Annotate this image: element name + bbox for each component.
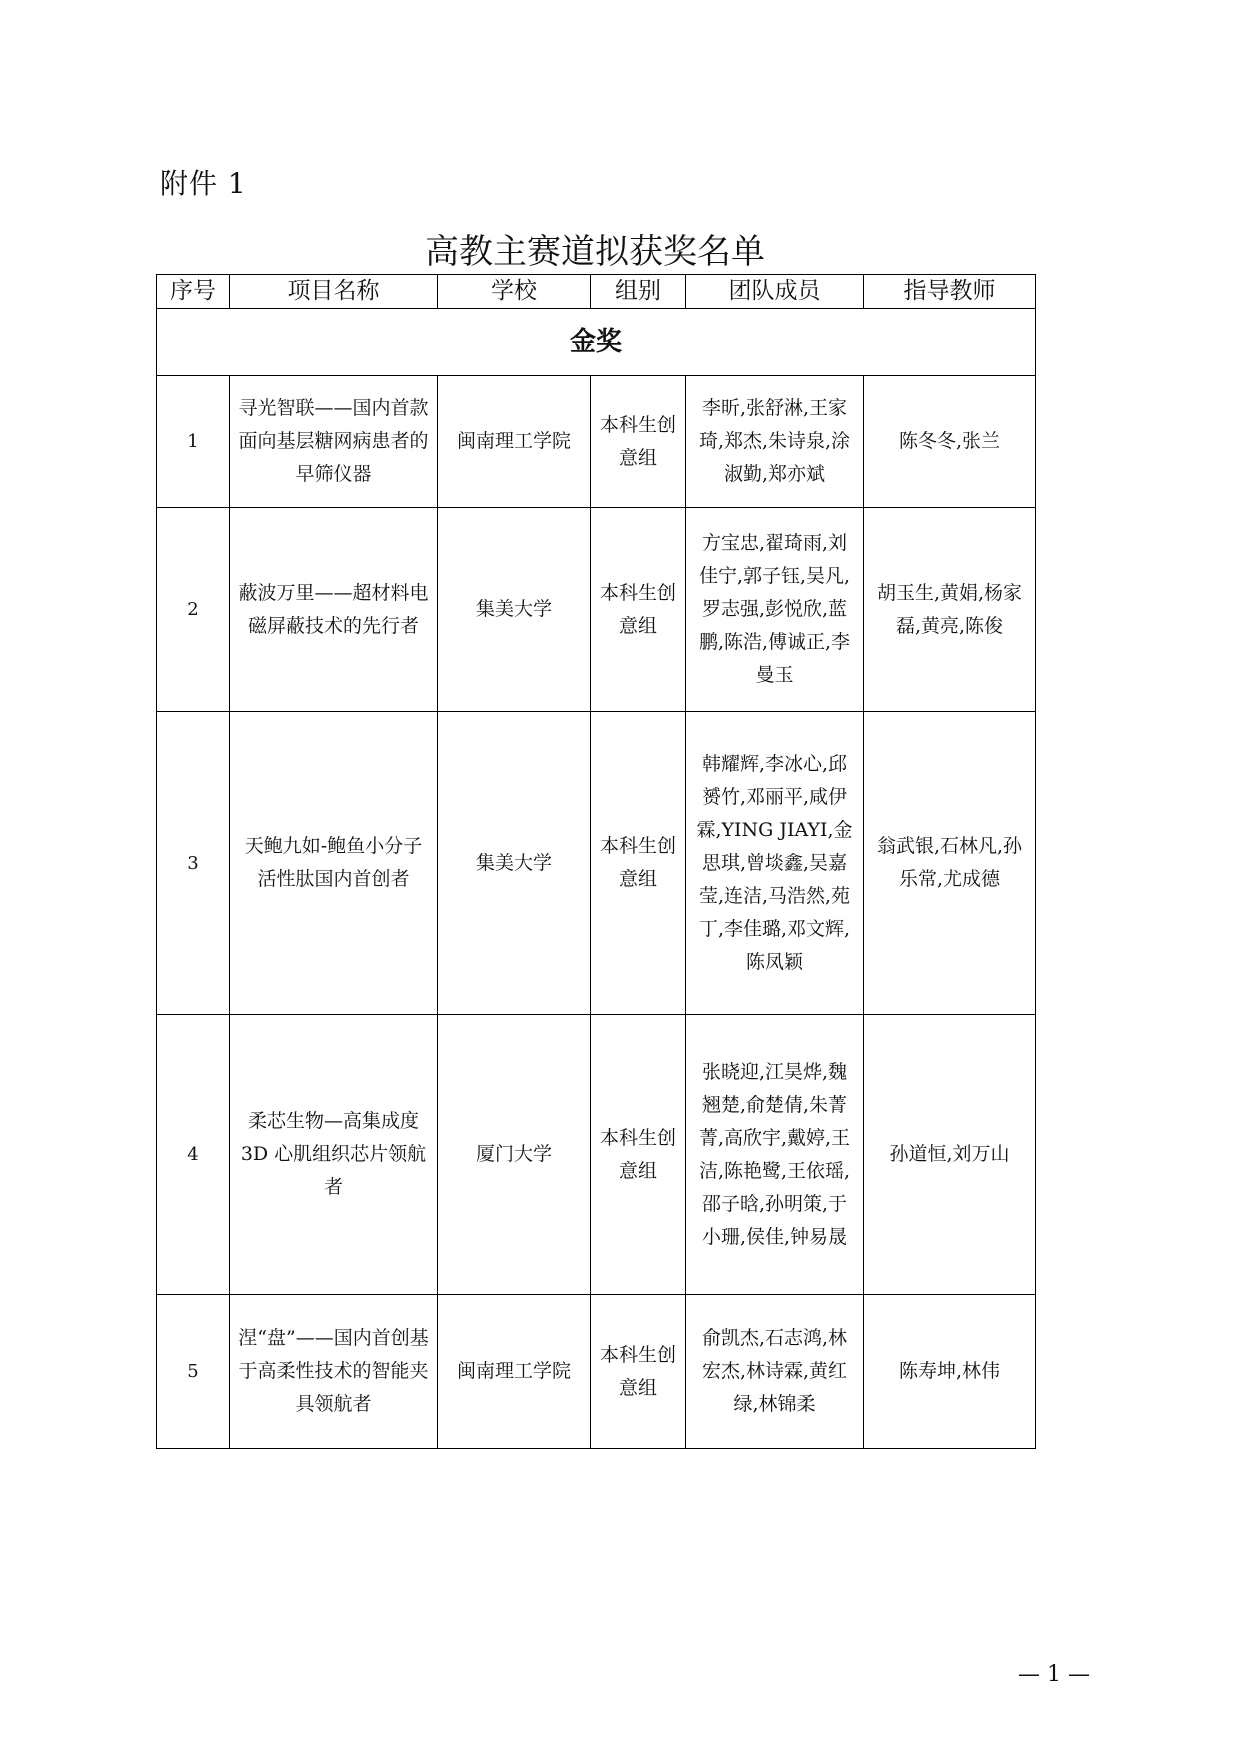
header-cell-members: 团队成员: [686, 275, 864, 309]
table-row: [157, 508, 1036, 712]
header-cell-group: 组别: [591, 275, 686, 309]
team-members: 方宝忠,翟琦雨,刘佳宁,郭子钰,吴凡,罗志强,彭悦欣,蓝鹏,陈浩,傅诚正,李曼玉: [686, 508, 864, 712]
row-number: 2: [157, 508, 230, 712]
table-row: [157, 376, 1036, 508]
school-name: 闽南理工学院: [438, 376, 591, 508]
school-name: 闽南理工学院: [438, 1295, 591, 1449]
group-name: 本科生创意组: [591, 712, 686, 1015]
advisors: 陈寿坤,林伟: [864, 1295, 1036, 1449]
group-name: 本科生创意组: [591, 376, 686, 508]
advisors: 胡玉生,黄娟,杨家磊,黄亮,陈俊: [864, 508, 1036, 712]
group-name: 本科生创意组: [591, 508, 686, 712]
table-row: [157, 712, 1036, 1015]
advisors: 孙道恒,刘万山: [864, 1015, 1036, 1295]
project-name: 蔽波万里——超材料电磁屏蔽技术的先行者: [230, 508, 438, 712]
award-table: [156, 274, 1036, 1449]
row-number: 5: [157, 1295, 230, 1449]
project-name: 天鲍九如-鲍鱼小分子活性肽国内首创者: [230, 712, 438, 1015]
header-cell-no: 序号: [157, 275, 230, 309]
row-number: 1: [157, 376, 230, 508]
team-members: 韩耀辉,李冰心,邱赟竹,邓丽平,咸伊霖,YING JIAYI,金思琪,曾埮鑫,吴嘉莹,连洁,马浩然,苑丁,李佳璐,邓文辉,陈凤颖: [686, 712, 864, 1015]
header-cell-school: 学校: [438, 275, 591, 309]
school-name: 集美大学: [438, 712, 591, 1015]
school-name: 集美大学: [438, 508, 591, 712]
document-title: 高教主赛道拟获奖名单: [425, 232, 765, 272]
page-number: — 1 —: [1018, 1662, 1090, 1687]
row-number: 4: [157, 1015, 230, 1295]
group-name: 本科生创意组: [591, 1295, 686, 1449]
school-name: 厦门大学: [438, 1015, 591, 1295]
section-label: 金奖: [157, 309, 1036, 376]
project-name: 涅“盘”——国内首创基于高柔性技术的智能夹具领航者: [230, 1295, 438, 1449]
group-name: 本科生创意组: [591, 1015, 686, 1295]
table-row: [157, 1015, 1036, 1295]
team-members: 俞凯杰,石志鸿,林宏杰,林诗霖,黄红绿,林锦柔: [686, 1295, 864, 1449]
team-members: 张晓迎,江昊烨,魏翘楚,俞楚倩,朱菁菁,高欣宇,戴婷,王洁,陈艳鹭,王依瑶,邵子晗,孙明策,于小珊,侯佳,钟易晟: [686, 1015, 864, 1295]
advisors: 陈冬冬,张兰: [864, 376, 1036, 508]
header-cell-advisors: 指导教师: [864, 275, 1036, 309]
team-members: 李昕,张舒淋,王家琦,郑杰,朱诗泉,涂淑勤,郑亦斌: [686, 376, 864, 508]
project-name: 寻光智联——国内首款面向基层糖网病患者的早筛仪器: [230, 376, 438, 508]
header-row: [157, 275, 1036, 309]
attachment-label: 附件 1: [160, 167, 247, 200]
header-cell-project: 项目名称: [230, 275, 438, 309]
table-row: [157, 1295, 1036, 1449]
advisors: 翁武银,石林凡,孙乐常,尤成德: [864, 712, 1036, 1015]
row-number: 3: [157, 712, 230, 1015]
project-name: 柔芯生物—高集成度 3D 心肌组织芯片领航者: [230, 1015, 438, 1295]
section-row: [157, 309, 1036, 376]
